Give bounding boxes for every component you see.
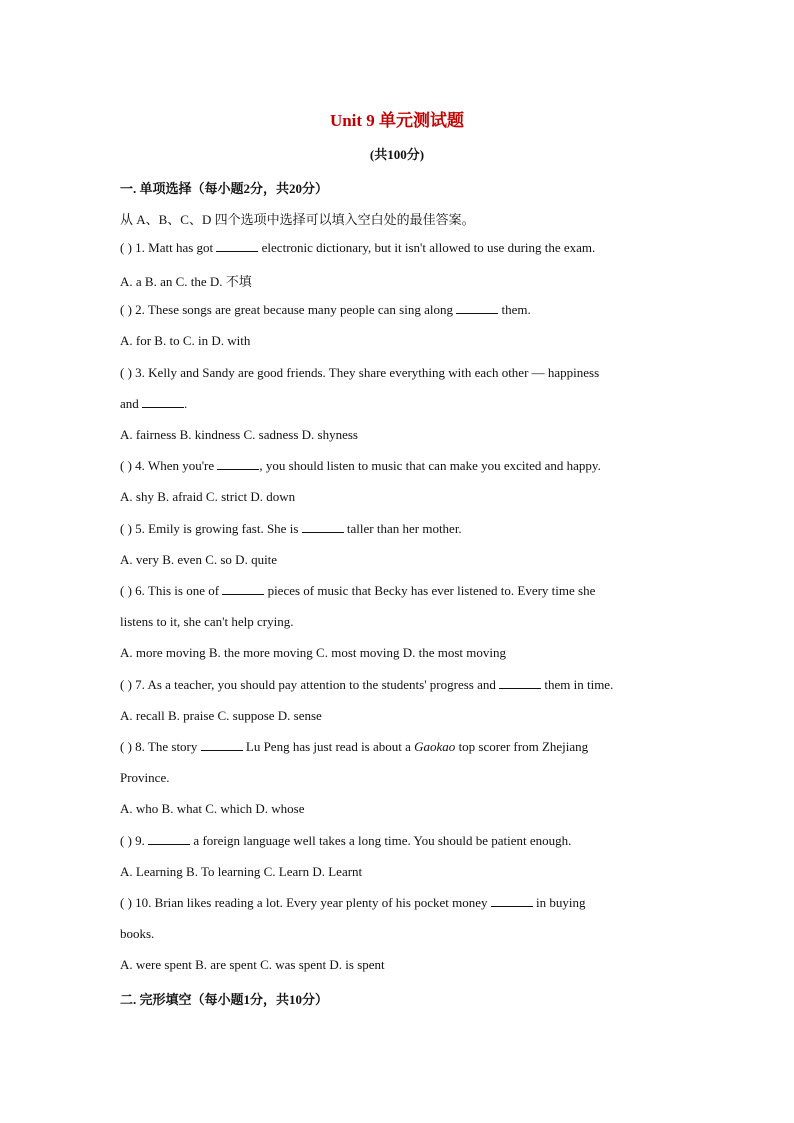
question-1-options: A. a B. an C. the D. 不填 xyxy=(120,274,252,289)
answer-blank xyxy=(142,396,184,408)
question-text: ( ) 4. When you're xyxy=(120,458,218,473)
question-3: ( ) 3. Kelly and Sandy are good friends. They share everything with each other — happiness xyxy=(120,365,600,380)
question-text-italic: Gaokao xyxy=(414,739,456,754)
question-text: in buying xyxy=(532,895,586,910)
question-text: ( ) 10. Brian likes reading a lot. Every year plenty of his pocket money xyxy=(120,895,491,910)
question-6 xyxy=(120,583,680,599)
answer-blank xyxy=(302,521,344,533)
page-title: Unit 9 单元测试题 xyxy=(329,111,465,130)
answer-blank xyxy=(222,583,264,595)
section-1-heading: 一. 单项选择（每小题2分，共20分） xyxy=(120,181,329,196)
question-text: top scorer from Zhejiang xyxy=(455,739,589,754)
question-4 xyxy=(120,458,680,474)
question-text: a foreign language well takes a long time. You should be patient enough. xyxy=(190,833,572,848)
question-9 xyxy=(120,833,680,849)
question-9-options: A. Learning B. To learning C. Learn D. Learnt xyxy=(120,864,363,879)
question-6-continued: listens to it, she can't help crying. xyxy=(120,614,294,629)
question-1 xyxy=(120,240,680,256)
question-text: them. xyxy=(498,302,531,317)
question-10 xyxy=(120,895,680,911)
answer-blank xyxy=(148,833,190,845)
answer-blank xyxy=(216,240,258,252)
question-text: ( ) 8. The story xyxy=(120,739,201,754)
question-6-options: A. more moving B. the more moving C. most moving D. the most moving xyxy=(120,645,507,660)
question-2-options: A. for B. to C. in D. with xyxy=(120,333,251,348)
question-7 xyxy=(120,677,680,693)
question-text: ( ) 5. Emily is growing fast. She is xyxy=(120,521,302,536)
question-5 xyxy=(120,521,680,537)
question-text: Lu Peng has just read is about a xyxy=(242,739,415,754)
answer-blank xyxy=(491,895,533,907)
question-text: taller than her mother. xyxy=(343,521,462,536)
question-text: ( ) 6. This is one of xyxy=(120,583,223,598)
question-text: and xyxy=(120,396,143,411)
question-text: ( ) 9. xyxy=(120,833,149,848)
question-text: . xyxy=(184,396,188,411)
question-text: ( ) 7. As a teacher, you should pay attention to the students' progress and xyxy=(120,677,500,692)
question-2 xyxy=(120,302,680,318)
section-2-heading: 二. 完形填空（每小题1分，共10分） xyxy=(120,992,329,1007)
question-5-options: A. very B. even C. so D. quite xyxy=(120,552,278,567)
question-8-continued: Province. xyxy=(120,770,170,785)
answer-blank xyxy=(201,739,243,751)
question-text: ( ) 2. These songs are great because many people can sing along xyxy=(120,302,457,317)
question-4-options: A. shy B. afraid C. strict D. down xyxy=(120,489,296,504)
section-1-instruction: 从 A、B、C、D 四个选项中选择可以填入空白处的最佳答案。 xyxy=(120,212,475,227)
question-text: ( ) 1. Matt has got xyxy=(120,240,217,255)
question-8 xyxy=(120,739,680,755)
answer-blank xyxy=(499,677,541,689)
question-3-options: A. fairness B. kindness C. sadness D. shyness xyxy=(120,427,358,442)
page-subtitle: (共100分) xyxy=(369,147,425,162)
answer-blank xyxy=(217,458,259,470)
question-8-options: A. who B. what C. which D. whose xyxy=(120,801,305,816)
question-10-options: A. were spent B. are spent C. was spent D. is spent xyxy=(120,957,385,972)
question-3-continued xyxy=(120,396,680,412)
question-text: them in time. xyxy=(541,677,614,692)
question-text: electronic dictionary, but it isn't allowed to use during the exam. xyxy=(258,240,596,255)
question-7-options: A. recall B. praise C. suppose D. sense xyxy=(120,708,322,723)
question-text: , you should listen to music that can make you excited and happy. xyxy=(259,458,601,473)
question-text: pieces of music that Becky has ever listened to. Every time she xyxy=(264,583,596,598)
question-10-continued: books. xyxy=(120,926,155,941)
answer-blank xyxy=(456,302,498,314)
